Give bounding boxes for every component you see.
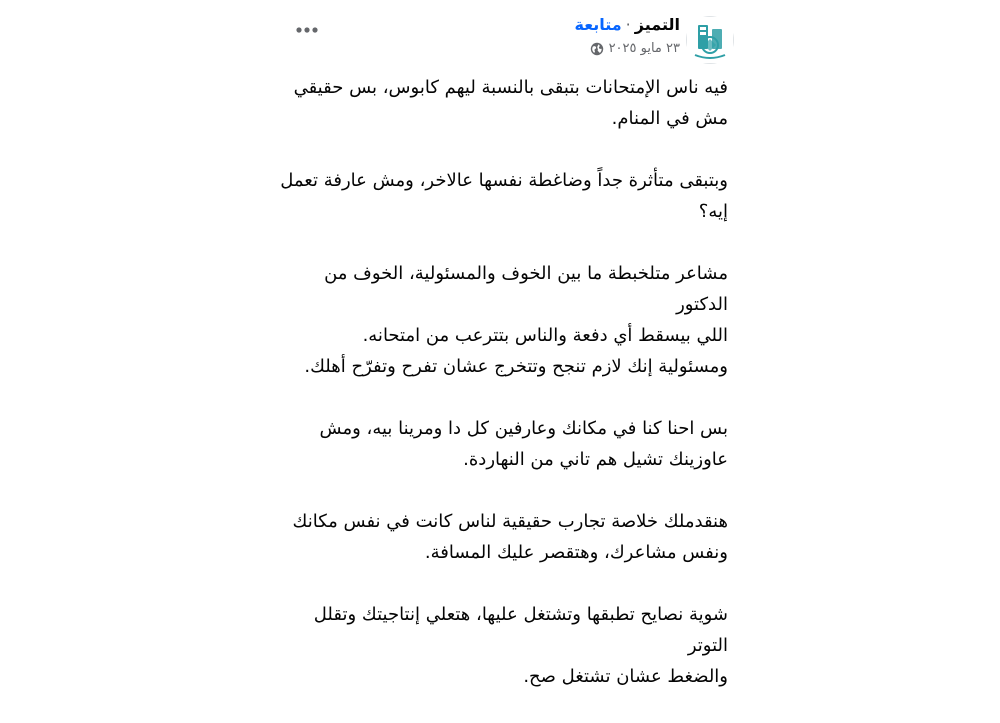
author-line xyxy=(574,14,680,36)
post-meta xyxy=(590,40,680,58)
page-avatar[interactable] xyxy=(686,16,734,64)
logo-icon xyxy=(687,17,733,63)
post-header xyxy=(265,10,740,66)
separator-dot: · xyxy=(625,15,631,34)
post-paragraph: بس احنا كنا في مكانك وعارفين كل دا ومرينا بيه، ومش عاوزينك تشيل هم تاني من النهاردة. xyxy=(319,418,728,470)
follow-button[interactable]: متابعة xyxy=(574,15,622,34)
more-options-button[interactable] xyxy=(289,16,325,44)
post-paragraph: هنقدملك خلاصة تجارب حقيقية لناس كانت في نفس مكانك ونفس مشاعرك، وهتقصر عليك المسافة. xyxy=(292,511,728,563)
post-paragraph: وبتبقى متأثرة جداً وضاغطة نفسها عالاخر، ومش عارفة تعمل إيه؟ xyxy=(280,170,728,222)
globe-icon[interactable] xyxy=(590,42,604,56)
more-options-icon xyxy=(295,26,319,34)
post-date[interactable]: ٢٣ مايو ٢٠٢٥ xyxy=(608,41,680,56)
author-name[interactable]: التميز xyxy=(634,15,680,34)
facebook-post xyxy=(265,0,740,687)
post-paragraph: شوية نصايح تطبقها وتشتغل عليها، هتعلي إنتاجيتك وتقلل التوتر والضغط عشان تشتغل صح. xyxy=(313,604,728,687)
post-paragraph: مشاعر متلخبطة ما بين الخوف والمسئولية، الخوف من الدكتور اللي بيسقط أي دفعة والناس بتترعب من امتحانه. ومسئولية إنك لازم تنجح وتتخرج عشان تفرح وتفرّح أهلك. xyxy=(304,263,728,377)
post-paragraph: فيه ناس الإمتحانات بتبقى بالنسبة ليهم كابوس، بس حقيقي مش في المنام. xyxy=(293,77,728,129)
post-body xyxy=(268,72,728,723)
